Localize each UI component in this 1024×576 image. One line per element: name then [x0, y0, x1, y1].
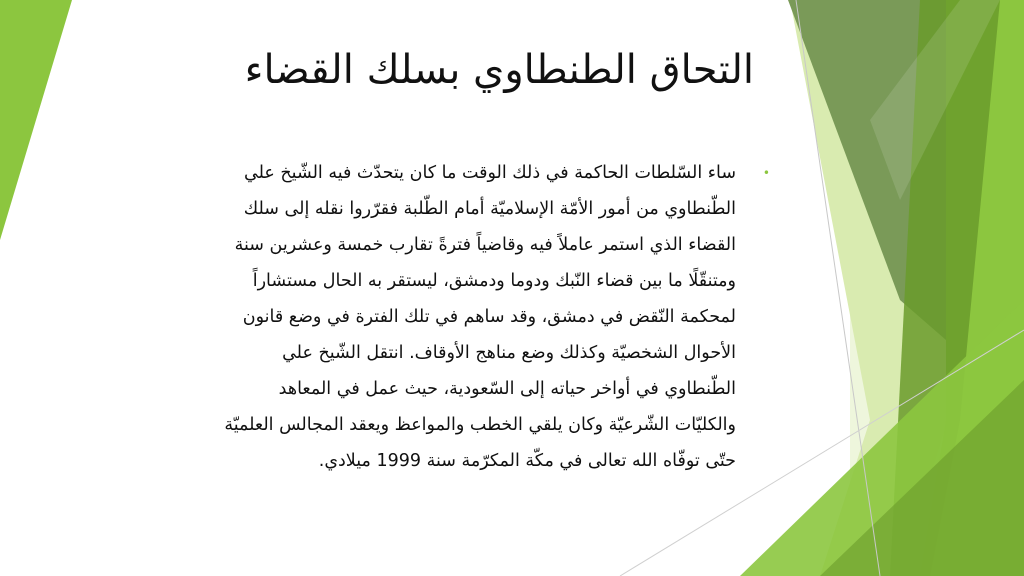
body-line-2: الطّنطاوي من أمور الأمّة الإسلاميّة أمام الطّلبة فقرّروا نقله إلى سلك: [243, 199, 736, 219]
body-line-9: حتّى توفّاه الله تعالى في مكّة المكرّمة سنة 1999 ميلادي.: [318, 451, 736, 471]
body-line-5: لمحكمة النّقض في دمشق، وقد ساهم في تلك الفترة في وضع قانون: [242, 307, 736, 327]
body-line-1: ساء السّلطات الحاكمة في ذلك الوقت ما كان يتحدّث فيه الشّيخ علي: [244, 163, 736, 183]
bullet-marker: •: [762, 166, 770, 180]
body-paragraph: [126, 155, 736, 479]
body-line-3: القضاء الذي استمر عاملاً فيه وقاضياً فترةً تقارب خمسة وعشرين سنة: [234, 235, 736, 255]
left-green-strip: [0, 0, 72, 240]
body-line-8: والكليّات الشّرعيّة وكان يلقي الخطب والمواعظ ويعقد المجالس العلميّة: [224, 415, 736, 435]
body-content: [120, 155, 770, 515]
body-line-6: الأحوال الشخصيّة وكذلك وضع مناهج الأوقاف. انتقل الشّيخ علي: [282, 343, 736, 363]
slide-title: التحاق الطنطاوي بسلك القضاء: [244, 47, 754, 93]
body-line-7: الطّنطاوي في أواخر حياته إلى السّعودية، حيث عمل في المعاهد: [278, 379, 736, 399]
body-line-4: ومتنقّلًا ما بين قضاء النّبك ودوما ودمشق، ليستقر به الحال مستشاراً: [252, 271, 736, 291]
